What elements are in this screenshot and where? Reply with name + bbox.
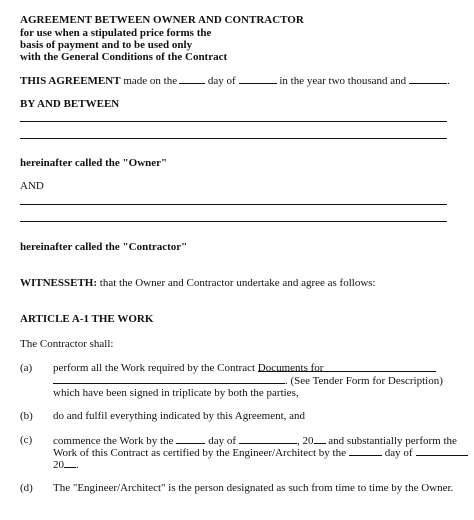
clause-a-line-2 <box>53 374 443 388</box>
contractor-shall-text: The Contractor shall: <box>20 338 114 350</box>
owner-name-line-2[interactable] <box>20 138 447 139</box>
commence-text: commence the Work by the <box>53 435 174 447</box>
contractor-name-line-1[interactable] <box>20 204 447 205</box>
commence-year-blank[interactable] <box>314 434 326 444</box>
document-title: AGREEMENT BETWEEN OWNER AND CONTRACTOR <box>20 14 304 26</box>
commence-month-blank[interactable] <box>239 434 297 444</box>
clause-a-line-3: which have been signed in triplicate by both the parties, <box>53 387 299 399</box>
made-on-text: made on the <box>123 75 178 87</box>
contractor-name-line-2[interactable] <box>20 221 447 222</box>
article-title: ARTICLE A-1 THE WORK <box>20 313 154 325</box>
completion-day-of-text: day of <box>384 447 413 459</box>
year-blank[interactable] <box>409 74 447 84</box>
title-subline-2: basis of payment and to be used only <box>20 39 193 51</box>
witnesseth-text: that the Owner and Contractor undertake and agree as follows: <box>99 277 376 289</box>
clause-d-number: (d) <box>20 482 33 494</box>
completion-period: . <box>76 459 79 471</box>
day-of-text: day of <box>207 75 236 87</box>
owner-label: hereinafter called the "Owner" <box>20 157 168 169</box>
title-subline-1: for use when a stipulated price forms the <box>20 27 212 39</box>
clause-a-line-1: perform all the Work required by the Contract Documents for <box>53 362 324 374</box>
clause-c-number: (c) <box>20 434 33 446</box>
completion-year-prefix: 20 <box>53 459 64 471</box>
witnesseth-lead: WITNESSETH: <box>20 277 98 289</box>
commence-day-of-text: day of <box>208 435 237 447</box>
day-blank[interactable] <box>179 74 205 84</box>
clause-a-tender-note: . (See Tender Form for Description) <box>285 375 443 387</box>
clause-c-line-3 <box>53 458 79 472</box>
completion-month-blank[interactable] <box>416 446 468 456</box>
work-description-blank[interactable] <box>53 374 285 384</box>
title-subline-3: with the General Conditions of the Contract <box>20 51 228 63</box>
agreement-date-line <box>20 74 450 88</box>
month-blank[interactable] <box>239 74 277 84</box>
clause-b-line-1: do and fulfil everything indicated by this Agreement, and <box>53 410 306 422</box>
work-description-top-blank[interactable] <box>258 371 436 372</box>
and-label: AND <box>20 180 44 192</box>
substantially-text: and substantially perform the <box>328 435 457 447</box>
completion-year-blank[interactable] <box>64 458 76 468</box>
witnesseth-line <box>20 277 376 290</box>
by-and-between-heading: BY AND BETWEEN <box>20 98 120 110</box>
period: . <box>447 75 450 87</box>
clause-a-number: (a) <box>20 362 33 374</box>
commence-year-prefix: , 20 <box>297 435 314 447</box>
contractor-label: hereinafter called the "Contractor" <box>20 241 188 253</box>
clause-c-line-2 <box>53 446 468 460</box>
certified-text: Work of this Contract as certified by the Engineer/Architect by the <box>53 447 346 459</box>
owner-name-line-1[interactable] <box>20 121 447 122</box>
completion-day-blank[interactable] <box>349 446 382 456</box>
agreement-lead: THIS AGREEMENT <box>20 75 121 87</box>
year-text: in the year two thousand and <box>279 75 407 87</box>
commence-day-blank[interactable] <box>176 434 205 444</box>
clause-d-line-1: The "Engineer/Architect" is the person designated as such from time to time by the Owner. <box>53 482 454 494</box>
clause-b-number: (b) <box>20 410 33 422</box>
